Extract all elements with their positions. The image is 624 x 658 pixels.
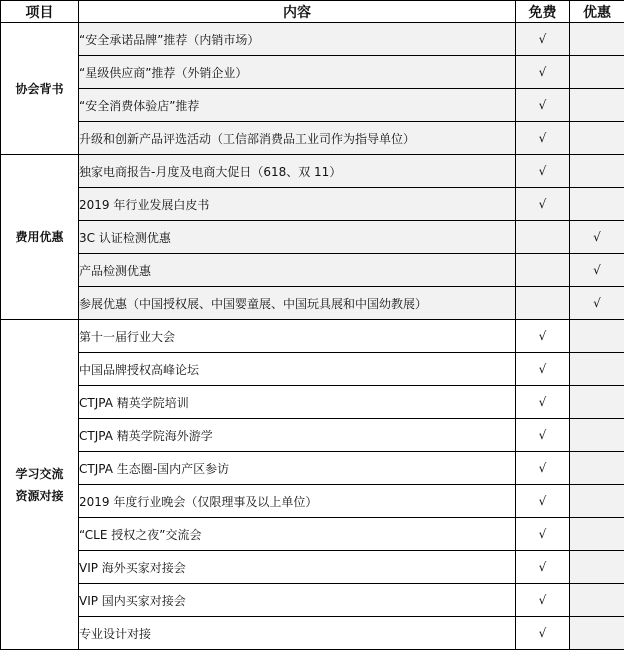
content-cell: 3C 认证检测优惠 bbox=[79, 221, 516, 254]
discount-check-cell bbox=[570, 56, 624, 89]
free-check-cell: √ bbox=[516, 386, 570, 419]
table-row bbox=[1, 419, 624, 452]
content-cell: “安全消费体验店”推荐 bbox=[79, 89, 516, 122]
table-row bbox=[1, 386, 624, 419]
table-row bbox=[1, 485, 624, 518]
content-cell: “安全承诺品牌”推荐（内销市场） bbox=[79, 23, 516, 56]
category-cell bbox=[1, 320, 79, 650]
free-check-cell: √ bbox=[516, 89, 570, 122]
discount-check-cell bbox=[570, 419, 624, 452]
table-row bbox=[1, 353, 624, 386]
free-check-cell: √ bbox=[516, 419, 570, 452]
table-row bbox=[1, 452, 624, 485]
content-cell: “CLE 授权之夜”交流会 bbox=[79, 518, 516, 551]
discount-check-cell: √ bbox=[570, 221, 624, 254]
category-cell bbox=[1, 155, 79, 320]
content-cell: VIP 海外买家对接会 bbox=[79, 551, 516, 584]
discount-check-cell bbox=[570, 122, 624, 155]
content-cell: 产品检测优惠 bbox=[79, 254, 516, 287]
discount-check-cell bbox=[570, 23, 624, 56]
table-row bbox=[1, 617, 624, 650]
free-check-cell bbox=[516, 254, 570, 287]
table-row bbox=[1, 188, 624, 221]
discount-check-cell bbox=[570, 485, 624, 518]
category-label: 协会背书 bbox=[15, 81, 64, 96]
table-body bbox=[1, 23, 624, 650]
free-check-cell: √ bbox=[516, 155, 570, 188]
header-free: 免费 bbox=[516, 1, 570, 23]
free-check-cell: √ bbox=[516, 353, 570, 386]
content-cell: 中国品牌授权高峰论坛 bbox=[79, 353, 516, 386]
category-cell bbox=[1, 23, 79, 155]
table-row bbox=[1, 56, 624, 89]
content-cell: CTJPA 精英学院海外游学 bbox=[79, 419, 516, 452]
discount-check-cell bbox=[570, 386, 624, 419]
discount-check-cell bbox=[570, 551, 624, 584]
category-label: 资源对接 bbox=[15, 488, 64, 503]
discount-check-cell bbox=[570, 353, 624, 386]
discount-check-cell: √ bbox=[570, 287, 624, 320]
free-check-cell bbox=[516, 287, 570, 320]
content-cell: 升级和创新产品评选活动（工信部消费品工业司作为指导单位） bbox=[79, 122, 516, 155]
table-row bbox=[1, 518, 624, 551]
discount-check-cell bbox=[570, 452, 624, 485]
content-cell: VIP 国内买家对接会 bbox=[79, 584, 516, 617]
content-cell: 第十一届行业大会 bbox=[79, 320, 516, 353]
header-category: 项目 bbox=[1, 1, 79, 23]
category-label: 学习交流 bbox=[15, 466, 64, 481]
free-check-cell: √ bbox=[516, 518, 570, 551]
table-row bbox=[1, 155, 624, 188]
content-cell: 专业设计对接 bbox=[79, 617, 516, 650]
table-row bbox=[1, 23, 624, 56]
free-check-cell: √ bbox=[516, 188, 570, 221]
free-check-cell bbox=[516, 221, 570, 254]
category-label: 费用优惠 bbox=[15, 230, 64, 244]
free-check-cell: √ bbox=[516, 551, 570, 584]
discount-check-cell bbox=[570, 320, 624, 353]
free-check-cell: √ bbox=[516, 452, 570, 485]
content-cell: 独家电商报告-月度及电商大促日（618、双 11） bbox=[79, 155, 516, 188]
table-row bbox=[1, 221, 624, 254]
discount-check-cell bbox=[570, 617, 624, 650]
header-content: 内容 bbox=[79, 1, 516, 23]
content-cell: “星级供应商”推荐（外销企业） bbox=[79, 56, 516, 89]
free-check-cell: √ bbox=[516, 617, 570, 650]
table-row bbox=[1, 254, 624, 287]
free-check-cell: √ bbox=[516, 320, 570, 353]
discount-check-cell: √ bbox=[570, 254, 624, 287]
content-cell: 2019 年度行业晚会（仅限理事及以上单位） bbox=[79, 485, 516, 518]
table-row bbox=[1, 320, 624, 353]
table-row bbox=[1, 287, 624, 320]
free-check-cell: √ bbox=[516, 485, 570, 518]
content-cell: CTJPA 精英学院培训 bbox=[79, 386, 516, 419]
free-check-cell: √ bbox=[516, 23, 570, 56]
discount-check-cell bbox=[570, 89, 624, 122]
discount-check-cell bbox=[570, 188, 624, 221]
header-discount: 优惠 bbox=[570, 1, 624, 23]
content-cell: CTJPA 生态圈-国内产区参访 bbox=[79, 452, 516, 485]
free-check-cell: √ bbox=[516, 584, 570, 617]
header-row bbox=[1, 1, 624, 23]
table-row bbox=[1, 551, 624, 584]
content-cell: 2019 年行业发展白皮书 bbox=[79, 188, 516, 221]
table-row bbox=[1, 122, 624, 155]
discount-check-cell bbox=[570, 518, 624, 551]
table-row bbox=[1, 89, 624, 122]
free-check-cell: √ bbox=[516, 122, 570, 155]
content-cell: 参展优惠（中国授权展、中国婴童展、中国玩具展和中国幼教展） bbox=[79, 287, 516, 320]
free-check-cell: √ bbox=[516, 56, 570, 89]
discount-check-cell bbox=[570, 584, 624, 617]
table-row bbox=[1, 584, 624, 617]
discount-check-cell bbox=[570, 155, 624, 188]
